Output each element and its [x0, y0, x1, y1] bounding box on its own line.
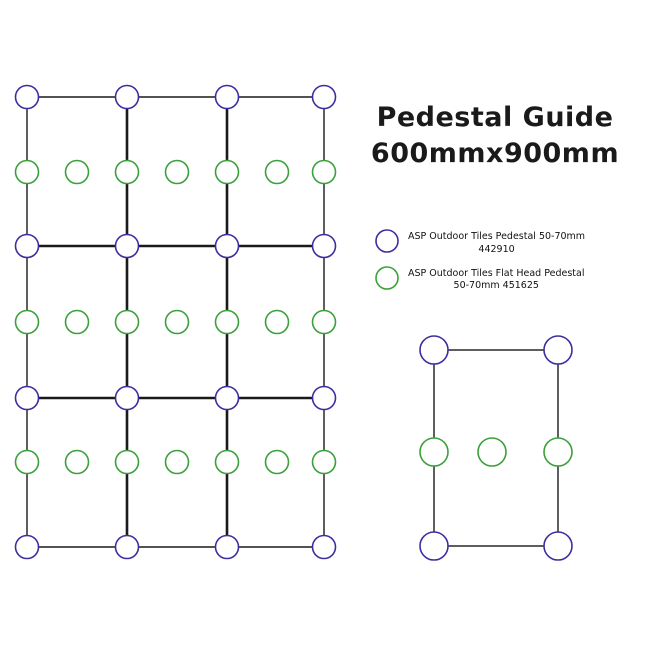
corner-pedestal-marker: [116, 86, 139, 109]
legend-item-flat-head-line1: ASP Outdoor Tiles Flat Head Pedestal: [408, 267, 585, 279]
flat-head-pedestal-marker: [313, 451, 336, 474]
corner-pedestal-marker: [116, 387, 139, 410]
circle-outline-icon: [374, 228, 400, 254]
flat-head-pedestal-marker: [216, 311, 239, 334]
page-title: [360, 100, 630, 173]
flat-head-pedestal-marker: [266, 451, 289, 474]
corner-pedestal-marker: [16, 387, 39, 410]
corner-pedestal-marker: [544, 532, 572, 560]
flat-head-pedestal-marker: [66, 451, 89, 474]
corner-pedestal-marker: [420, 336, 448, 364]
flat-head-pedestal-marker: [313, 311, 336, 334]
flat-head-pedestal-marker: [166, 311, 189, 334]
corner-pedestal-marker: [313, 536, 336, 559]
flat-head-pedestal-marker: [266, 311, 289, 334]
corner-pedestal-marker: [313, 86, 336, 109]
flat-head-pedestal-marker: [166, 451, 189, 474]
corner-pedestal-marker: [313, 387, 336, 410]
corner-pedestal-marker: [544, 336, 572, 364]
flat-head-pedestal-marker: [66, 311, 89, 334]
corner-pedestal-marker: [116, 536, 139, 559]
corner-pedestal-marker: [216, 387, 239, 410]
flat-head-pedestal-marker: [544, 438, 572, 466]
corner-pedestal-marker: [216, 536, 239, 559]
flat-head-pedestal-marker: [166, 161, 189, 184]
legend-item-pedestal: [374, 228, 636, 257]
flat-head-pedestal-markers: [16, 161, 573, 474]
flat-head-pedestal-marker: [266, 161, 289, 184]
legend-item-pedestal-line1: ASP Outdoor Tiles Pedestal 50-70mm: [408, 231, 586, 242]
flat-head-pedestal-marker: [478, 438, 506, 466]
flat-head-pedestal-marker: [116, 451, 139, 474]
flat-head-pedestal-marker: [216, 161, 239, 184]
flat-head-pedestal-marker: [116, 311, 139, 334]
legend-item-flat-head-line2: 50-70mm 451625: [453, 280, 539, 292]
flat-head-pedestal-marker: [313, 161, 336, 184]
legend-item-pedestal-line2: 442910: [478, 243, 515, 255]
flat-head-pedestal-marker: [16, 311, 39, 334]
flat-head-pedestal-marker: [16, 451, 39, 474]
corner-pedestal-marker: [116, 235, 139, 258]
corner-pedestal-marker: [16, 235, 39, 258]
legend: [374, 228, 636, 301]
legend-item-flat-head-text: [408, 265, 584, 294]
flat-head-pedestal-marker: [116, 161, 139, 184]
legend-item-pedestal-text: [408, 228, 585, 257]
corner-pedestal-marker: [216, 86, 239, 109]
legend-item-flat-head: [374, 265, 636, 294]
corner-pedestal-marker: [16, 86, 39, 109]
flat-head-pedestal-marker: [66, 161, 89, 184]
flat-head-pedestal-marker: [16, 161, 39, 184]
circle-outline-icon: [374, 265, 400, 291]
corner-pedestal-marker: [313, 235, 336, 258]
flat-head-pedestal-marker: [420, 438, 448, 466]
corner-pedestal-marker: [16, 536, 39, 559]
title-line-1: Pedestal Guide: [376, 102, 614, 133]
corner-pedestal-marker: [216, 235, 239, 258]
flat-head-pedestal-marker: [216, 451, 239, 474]
title-line-2: 600mmx900mm: [370, 138, 620, 170]
corner-pedestal-marker: [420, 532, 448, 560]
